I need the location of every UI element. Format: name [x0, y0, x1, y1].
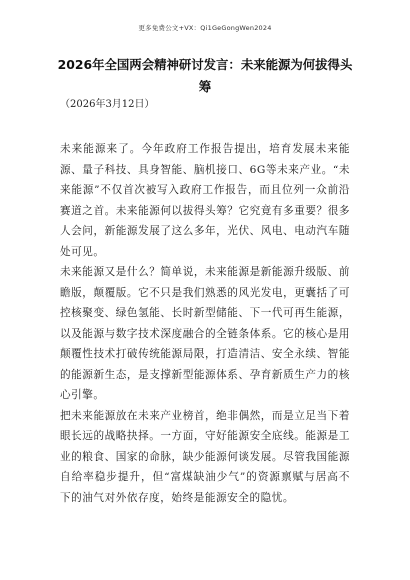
document-date: （2026年3月12日）: [60, 99, 155, 110]
paragraph-1: 未来能源来了。今年政府工作报告提出，培育发展未来能源、量子科技、具身智能、脑机接口、6G等未来产业。“未来能源”不仅首次被写入政府工作报告，而且位列一众前沿赛道之首。未来能源何以拔得头筹？它究竟有多重要？很多人会问，新能源发展了这么多年，光伏、风电、电动汽车随处可见。: [60, 143, 350, 258]
paragraph-2: 未来能源又是什么？简单说，未来能源是新能源升级版、前瞻版，颠覆版。它不只是我们熟悉的风光发电，更囊括了可控核聚变、绿色氢能、长时新型储能、下一代可再生能源，以及能源与数字技术深度融合的全链条体系。它的核心是用颠覆性技术打破传统能源局限，打造清洁、安全永续、智能的能源新生态，是支撑新型能源体系、孕育新质生产力的核心引擎。: [60, 266, 350, 401]
document-title: 2026年全国两会精神研讨发言：未来能源为何拔得头筹: [57, 57, 353, 94]
paragraph-3: 把未来能源放在未来产业榜首，绝非偶然，而是立足当下着眼长远的战略抉择。一方面，守好能源安全底线。能源是工业的粮食、国家的命脉，缺少能源何谈发展。尽管我国能源自给率稳步提升，但“富煤缺油少气”的资源禀赋与居高不下的油气对外依存度，始终是能源安全的隐忧。: [60, 409, 350, 504]
document-body: [60, 139, 350, 508]
header-note: 更多免费公文+VX：Qi1GeGongWen2024: [138, 24, 272, 32]
